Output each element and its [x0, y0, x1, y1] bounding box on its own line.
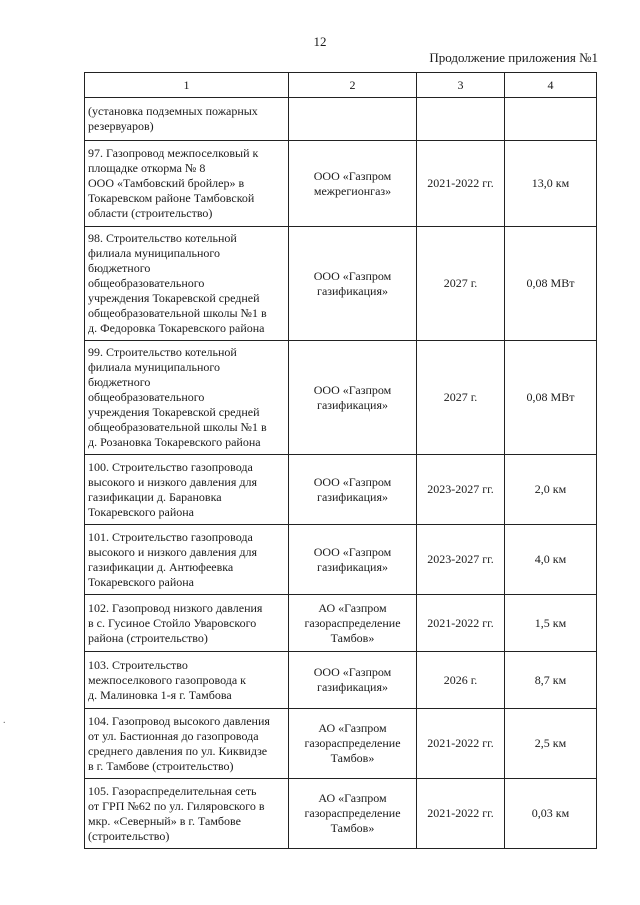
capacity-cell: 4,0 км	[505, 525, 597, 595]
table-row	[85, 141, 597, 227]
period-cell: 2026 г.	[417, 652, 505, 709]
column-header-3: 3	[417, 73, 505, 98]
period-cell: 2023-2027 гг.	[417, 525, 505, 595]
table-row	[85, 98, 597, 141]
organization-cell	[289, 455, 417, 525]
capacity-cell: 2,0 км	[505, 455, 597, 525]
object-name: 105. Газораспределительная сеть от ГРП №62 по ул. Гиляровского в мкр. «Северный» в г. Тамбове (строительство)	[88, 783, 265, 843]
period-cell	[417, 98, 505, 141]
object-name: 97. Газопровод межпоселковый к площадке откорма № 8 ООО «Тамбовский бройлер» в Токаревском районе Тамбовской области (строительство)	[88, 146, 259, 220]
table-row	[85, 652, 597, 709]
capacity-cell: 13,0 км	[505, 141, 597, 227]
organization-cell	[289, 525, 417, 595]
table-row	[85, 341, 597, 455]
object-name: 99. Строительство котельной филиала муниципального бюджетного общеобразовательного учреждения Токаревской средней общеобразовательной школы №1 в д. Розановка Токаревского района	[88, 345, 267, 449]
table-row	[85, 455, 597, 525]
period-cell: 2027 г.	[417, 341, 505, 455]
object-name-cell	[85, 595, 289, 652]
object-name-cell	[85, 98, 289, 141]
organization-cell	[289, 709, 417, 779]
object-name-cell	[85, 455, 289, 525]
organization-cell	[289, 341, 417, 455]
capacity-cell: 0,08 МВт	[505, 227, 597, 341]
margin-mark: .	[3, 715, 6, 726]
object-name: 98. Строительство котельной филиала муниципального бюджетного общеобразовательного учреждения Токаревской средней общеобразовательной школы №1 в д. Федоровка Токаревского района	[88, 231, 267, 335]
object-name-cell	[85, 141, 289, 227]
organization: ООО «Газпром газификация»	[313, 665, 392, 694]
object-name-cell	[85, 227, 289, 341]
period-cell: 2023-2027 гг.	[417, 455, 505, 525]
organization: ООО «Газпром газификация»	[313, 544, 392, 574]
table-row	[85, 525, 597, 595]
appendix-table	[84, 72, 597, 849]
organization: АО «Газпром газораспределение Тамбов»	[304, 600, 401, 645]
table-row	[85, 709, 597, 779]
capacity-cell: 2,5 км	[505, 709, 597, 779]
period-cell: 2021-2022 гг.	[417, 709, 505, 779]
page-number: 12	[313, 34, 327, 49]
column-header-4: 4	[505, 73, 597, 98]
capacity-cell	[505, 98, 597, 141]
capacity-cell: 1,5 км	[505, 595, 597, 652]
period-cell: 2021-2022 гг.	[417, 141, 505, 227]
organization-cell	[289, 595, 417, 652]
object-name: 103. Строительство межпоселкового газопровода к д. Малиновка 1-я г. Тамбова	[88, 657, 246, 702]
column-header-2: 2	[289, 73, 417, 98]
object-name-cell	[85, 779, 289, 849]
organization: ООО «Газпром межрегионгаз»	[313, 168, 392, 198]
column-header-1: 1	[85, 73, 289, 98]
organization: ООО «Газпром газификация»	[313, 474, 392, 504]
period-cell: 2021-2022 гг.	[417, 595, 505, 652]
period-cell: 2027 г.	[417, 227, 505, 341]
organization-cell	[289, 779, 417, 849]
organization-cell	[289, 652, 417, 709]
organization-cell	[289, 227, 417, 341]
object-name: 102. Газопровод низкого давления в с. Гусиное Стойло Уваровского района (строительство)	[88, 600, 263, 645]
capacity-cell: 8,7 км	[505, 652, 597, 709]
object-name: 101. Строительство газопровода высокого и низкого давления для газификации д. Антюфеевка Токаревского района	[88, 529, 257, 589]
period-cell: 2021-2022 гг.	[417, 779, 505, 849]
object-name: (установка подземных пожарных резервуаров)	[88, 104, 258, 133]
table-row	[85, 779, 597, 849]
table-row	[85, 227, 597, 341]
organization: АО «Газпром газораспределение Тамбов»	[304, 791, 401, 835]
object-name-cell	[85, 525, 289, 595]
organization: ООО «Газпром газификация»	[313, 268, 392, 298]
table-row	[85, 595, 597, 652]
object-name-cell	[85, 709, 289, 779]
object-name-cell	[85, 341, 289, 455]
object-name: 104. Газопровод высокого давления от ул. Бастионная до газопровода среднего давления по ул. Киквидзе в г. Тамбове (строительство)	[88, 713, 270, 773]
continuation-caption: Продолжение приложения №1	[429, 50, 598, 65]
organization-cell	[289, 98, 417, 141]
organization: ООО «Газпром газификация»	[313, 382, 392, 412]
header-row	[85, 73, 597, 98]
capacity-cell: 0,03 км	[505, 779, 597, 849]
object-name: 100. Строительство газопровода высокого и низкого давления для газификации д. Барановка Токаревского района	[88, 459, 257, 519]
organization-cell	[289, 141, 417, 227]
capacity-cell: 0,08 МВт	[505, 341, 597, 455]
object-name-cell	[85, 652, 289, 709]
organization: АО «Газпром газораспределение Тамбов»	[304, 721, 401, 765]
